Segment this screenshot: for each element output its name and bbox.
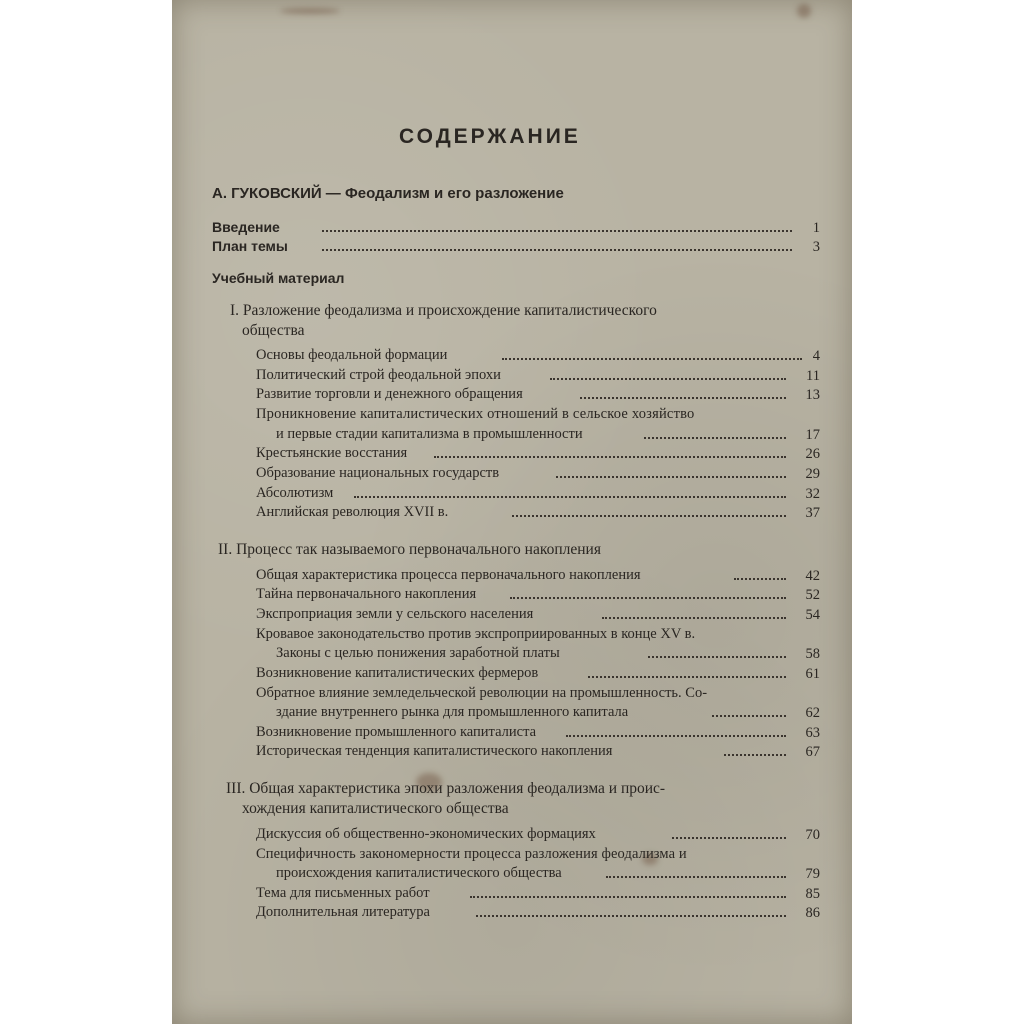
leader-dots bbox=[512, 505, 786, 517]
page-number: 3 bbox=[812, 239, 820, 255]
toc-entry-plan: План темы bbox=[212, 238, 288, 254]
page-number: 61 bbox=[805, 666, 820, 682]
leader-dots bbox=[672, 827, 786, 839]
page-number: 1 bbox=[812, 220, 820, 236]
toc-item: Развитие торговли и денежного обращения bbox=[256, 386, 523, 402]
leader-dots bbox=[602, 607, 786, 619]
toc-item: Дополнительная литература bbox=[256, 904, 430, 920]
leader-dots bbox=[644, 427, 786, 439]
leader-dots bbox=[434, 446, 786, 458]
page-number: 52 bbox=[805, 587, 820, 603]
toc-item: Историческая тенденция капиталистического накопления bbox=[256, 743, 613, 759]
chapter-heading: II. Процесс так называемого первоначального накопления bbox=[218, 541, 601, 558]
page-number: 26 bbox=[805, 446, 820, 462]
leader-dots bbox=[550, 368, 786, 380]
chapter-heading-cont: хождения капиталистического общества bbox=[242, 800, 509, 817]
page-number: 85 bbox=[805, 886, 820, 902]
page-number: 86 bbox=[805, 905, 820, 921]
toc-item: Обратное влияние земледельческой революции на промышленность. Со- bbox=[256, 685, 708, 701]
leader-dots bbox=[556, 466, 786, 478]
toc-item: Основы феодальной формации bbox=[256, 347, 448, 363]
chapter-heading: I. Разложение феодализма и происхождение капиталистического bbox=[230, 302, 657, 319]
page-number: 63 bbox=[805, 725, 820, 741]
page-number: 70 bbox=[805, 827, 820, 843]
page-number: 58 bbox=[805, 646, 820, 662]
leader-dots bbox=[322, 239, 792, 251]
page-number: 62 bbox=[805, 705, 820, 721]
leader-dots bbox=[588, 666, 786, 678]
toc-item: Кровавое законодательство против экспроприированных в конце XV в. bbox=[256, 626, 696, 642]
toc-item: Проникновение капиталистических отношений в сельское хозяйство bbox=[256, 406, 695, 422]
leader-dots bbox=[648, 646, 786, 658]
page-number: 54 bbox=[805, 607, 820, 623]
leader-dots bbox=[566, 725, 786, 737]
ink-blot bbox=[797, 4, 811, 18]
page-title: СОДЕРЖАНИЕ bbox=[399, 125, 581, 148]
toc-item: Тема для письменных работ bbox=[256, 885, 430, 901]
chapter-heading-cont: общества bbox=[242, 322, 305, 339]
section-label: Учебный материал bbox=[212, 270, 345, 286]
toc-item: Общая характеристика процесса первоначального накопления bbox=[256, 567, 641, 583]
toc-item: Экспроприация земли у сельского населения bbox=[256, 606, 534, 622]
toc-item-cont: происхождения капиталистического общества bbox=[276, 865, 562, 881]
toc-item-cont: здание внутреннего рынка для промышленного капитала bbox=[276, 704, 629, 720]
toc-item: Английская революция XVII в. bbox=[256, 504, 449, 520]
book-page bbox=[172, 0, 852, 1024]
toc-entry-introduction: Введение bbox=[212, 219, 280, 235]
toc-item: Возникновение промышленного капиталиста bbox=[256, 724, 537, 740]
toc-item: Образование национальных государств bbox=[256, 465, 500, 481]
toc-item: Политический строй феодальной эпохи bbox=[256, 367, 501, 383]
toc-item: Крестьянские восстания bbox=[256, 445, 408, 461]
leader-dots bbox=[734, 568, 786, 580]
toc-item-cont: Законы с целью понижения заработной платы bbox=[276, 645, 560, 661]
leader-dots bbox=[724, 744, 786, 756]
toc-item: Абсолютизм bbox=[256, 485, 334, 501]
leader-dots bbox=[580, 387, 786, 399]
author-line: А. ГУКОВСКИЙ — Феодализм и его разложение bbox=[212, 185, 564, 202]
leader-dots bbox=[476, 905, 786, 917]
leader-dots bbox=[354, 486, 786, 498]
leader-dots bbox=[712, 705, 786, 717]
page-number: 79 bbox=[805, 866, 820, 882]
ink-smudge bbox=[280, 8, 340, 14]
page-number: 4 bbox=[812, 348, 820, 364]
page-number: 42 bbox=[805, 568, 820, 584]
page-number: 37 bbox=[805, 505, 820, 521]
leader-dots bbox=[510, 587, 786, 599]
toc-item-cont: и первые стадии капитализма в промышленности bbox=[276, 426, 583, 442]
page-number: 13 bbox=[805, 387, 820, 403]
leader-dots bbox=[322, 220, 792, 232]
page-number: 32 bbox=[805, 486, 820, 502]
leader-dots bbox=[470, 886, 786, 898]
page-number: 17 bbox=[805, 427, 820, 443]
leader-dots bbox=[502, 348, 802, 360]
toc-item: Дискуссия об общественно-экономических формациях bbox=[256, 826, 596, 842]
toc-item: Специфичность закономерности процесса разложения феодализма и bbox=[256, 846, 687, 862]
leader-dots bbox=[606, 866, 786, 878]
page-number: 67 bbox=[805, 744, 820, 760]
toc-item: Тайна первоначального накопления bbox=[256, 586, 477, 602]
toc-item: Возникновение капиталистических фермеров bbox=[256, 665, 539, 681]
chapter-heading: III. Общая характеристика эпохи разложения феодализма и проис- bbox=[226, 780, 666, 797]
page-number: 29 bbox=[805, 466, 820, 482]
page-number: 11 bbox=[806, 368, 820, 384]
